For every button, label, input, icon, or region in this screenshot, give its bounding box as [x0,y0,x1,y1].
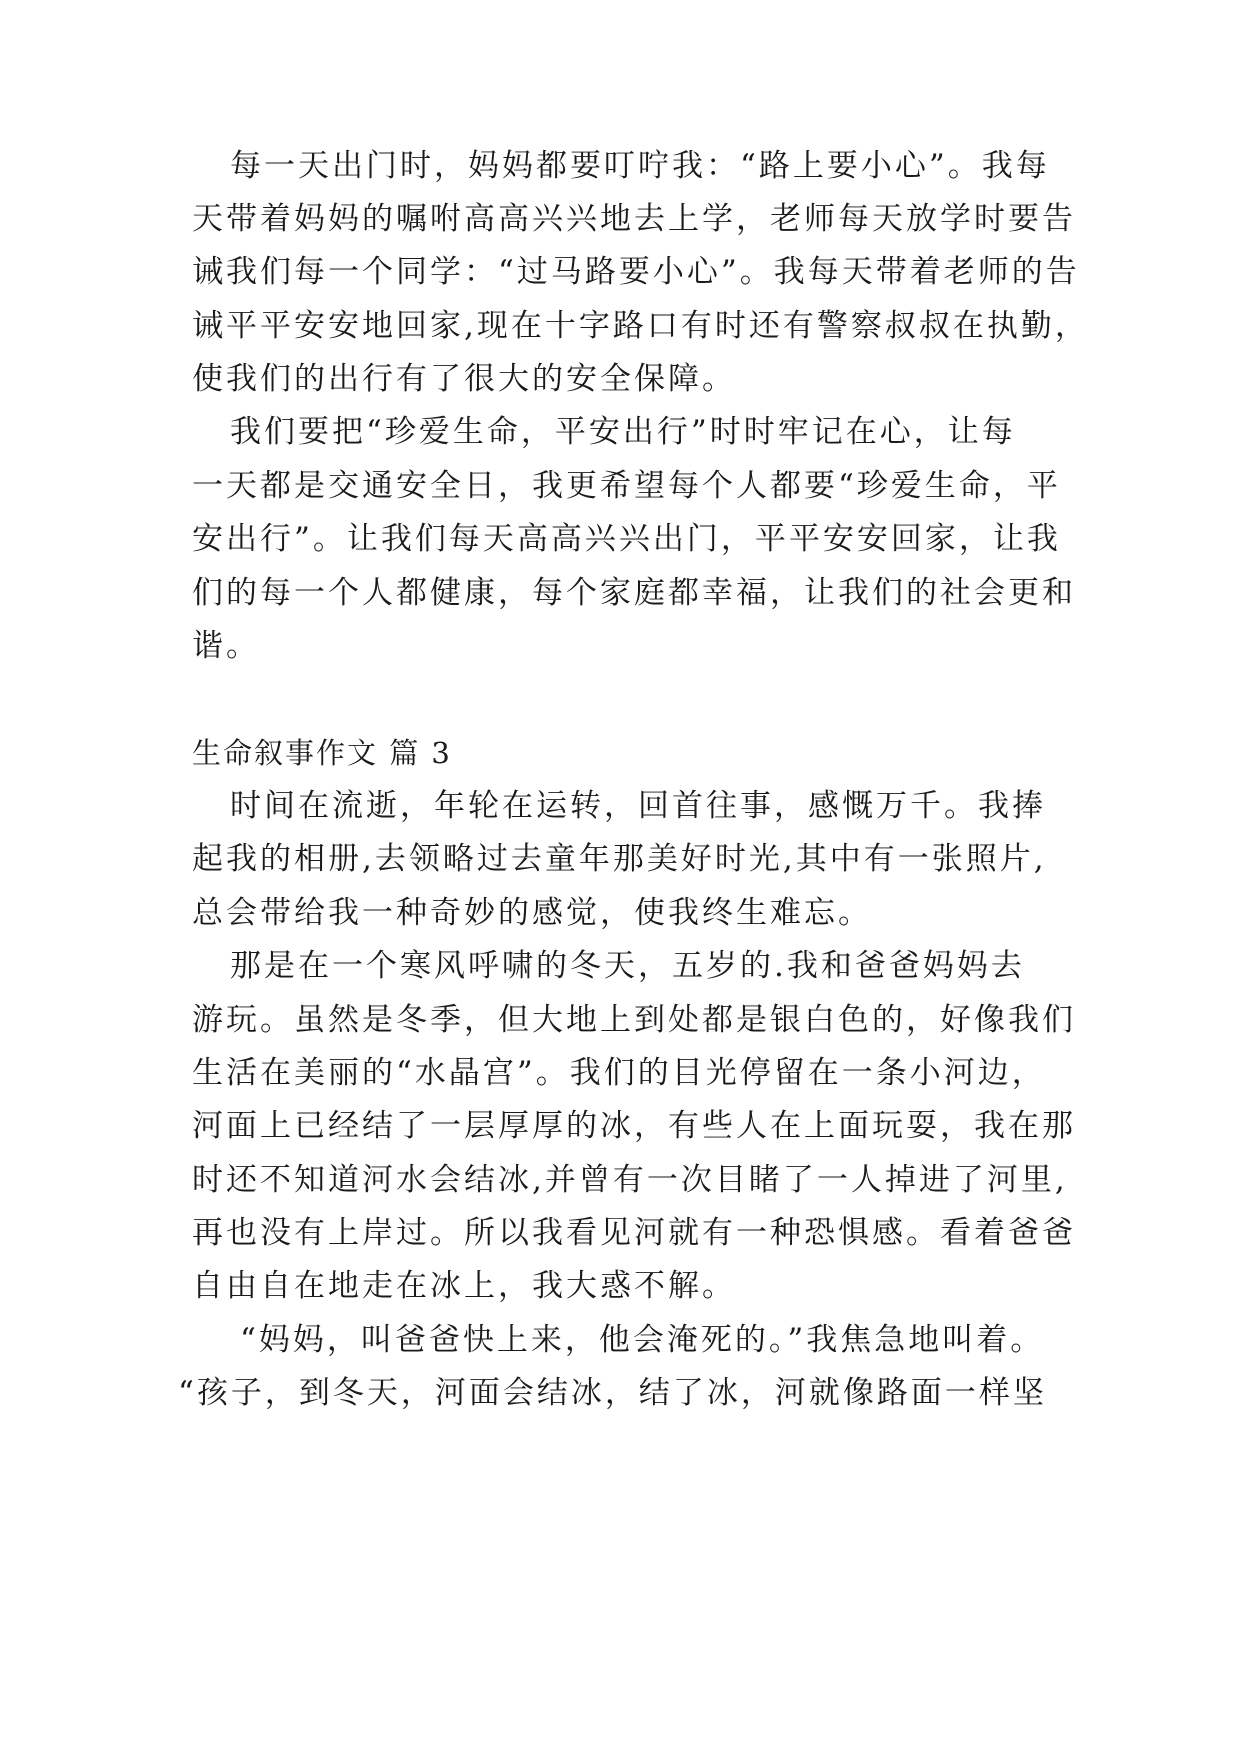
text-line: 天带着妈妈的嘱咐高高兴兴地去上学，老师每天放学时要告 [192,201,1076,237]
section-heading: 生命叙事作文 篇 3 [192,736,452,770]
text-line: 使我们的出行有了很大的安全保障。 [192,361,736,397]
text-line: 诫我们每一个同学：“过马路要小心”。我每天带着老师的告 [192,254,1080,290]
text-line: 我们要把“珍爱生命，平安出行”时时牢记在心，让每 [230,414,1016,450]
text-line: “妈妈，叫爸爸快上来，他会淹死的。”我焦急地叫着。 [240,1322,1045,1358]
text-line: 时间在流逝，年轮在运转，回首往事，感慨万千。我捧 [230,788,1046,824]
text-line: 时还不知道河水会结冰,并曾有一次目睹了一人掉进了河里, [192,1162,1068,1198]
text-line: 起我的相册,去领略过去童年那美好时光,其中有一张照片, [192,841,1047,877]
text-line: 们的每一个人都健康，每个家庭都幸福，让我们的社会更和 [192,575,1076,611]
text-line: 自由自在地走在冰上，我大惑不解。 [192,1268,736,1304]
text-line: 安出行”。让我们每天高高兴兴出门，平平安安回家，让我 [192,521,1061,557]
text-line: 那是在一个寒风呼啸的冬天，五岁的.我和爸爸妈妈去 [230,948,1025,984]
text-line: 游玩。虽然是冬季，但大地上到处都是银白色的，好像我们 [192,1002,1076,1038]
text-line: 总会带给我一种奇妙的感觉，使我终生难忘。 [192,895,872,931]
text-line: 每一天出门时，妈妈都要叮咛我：“路上要小心”。我每 [230,148,1050,184]
text-line: 诫平平安安地回家,现在十字路口有时还有警察叔叔在执勤， [192,308,1089,344]
text-line: 河面上已经结了一层厚厚的冰，有些人在上面玩耍，我在那 [192,1108,1076,1144]
text-line: 一天都是交通安全日，我更希望每个人都要“珍爱生命，平 [192,468,1061,504]
text-line: “孩子，到冬天，河面会结冰，结了冰，河就像路面一样坚 [178,1375,1047,1411]
text-line: 生活在美丽的“水晶宫”。我们的目光停留在一条小河边， [192,1055,1046,1091]
text-line: 再也没有上岸过。所以我看见河就有一种恐惧感。看着爸爸 [192,1215,1076,1251]
text-line: 谐。 [192,628,260,664]
